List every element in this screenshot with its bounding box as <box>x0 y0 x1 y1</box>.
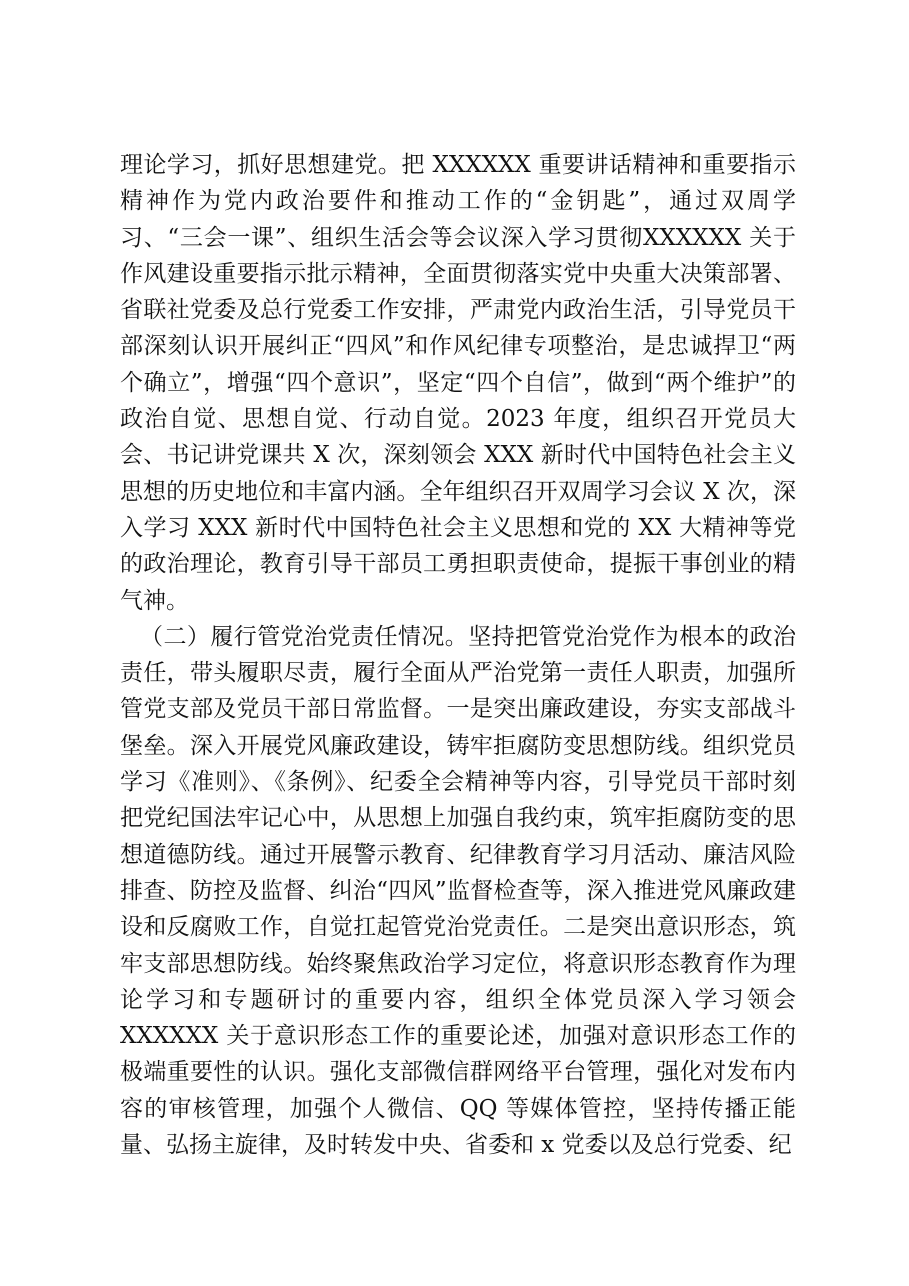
paragraph-party-governance: （二）履行管党治党责任情况。坚持把管党治党作为根本的政治责任，带头履职尽责，履行全面从严治党第一责任人职责，加强所管党支部及党员干部日常监督。一是突出廉政建设，夯实支部战斗堡垒。深入开展党风廉政建设，铸牢拒腐防变思想防线。组织党员学习《准则》、《条例》、纪委全会精神等内容，引导党员干部时刻把党纪国法牢记心中，从思想上加强自我约束，筑牢拒腐防变的思想道德防线。通过开展警示教育、纪律教育学习月活动、廉洁风险排查、防控及监督、纠治“四风”监督检查等，深入推进党风廉政建设和反腐败工作，自觉扛起管党治党责任。二是突出意识形态，筑牢支部思想防线。始终聚焦政治学习定位，将意识形态教育作为理论学习和专题研讨的重要内容，组织全体党员深入学习领会 XXXXXX 关于意识形态工作的重要论述，加强对意识形态工作的极端重要性的认识。强化支部微信群网络平台管理，强化对发布内容的审核管理，加强个人微信、QQ 等媒体管控，坚持传播正能量、弘扬主旋律，及时转发中央、省委和 x 党委以及总行党委、纪 <box>120 623 796 1159</box>
document-body <box>120 147 796 1163</box>
paragraph-theory-study: 理论学习，抓好思想建党。把 XXXXXX 重要讲话精神和重要指示精神作为党内政治要件和推动工作的“金钥匙”，通过双周学习、“三会一课”、组织生活会等会议深入学习贯彻XXXXXX 关于作风建设重要指示批示精神，全面贯彻落实党中央重大决策部署、省联社党委及总行党委工作安排，严肃党内政治生活，引导党员干部深刻认识开展纠正“四风”和作风纪律专项整治，是忠诚捍卫“两个确立”，增强“四个意识”，坚定“四个自信”，做到“两个维护”的政治自觉、思想自觉、行动自觉。2023 年度，组织召开党员大会、书记讲党课共 X 次，深刻领会 XXX 新时代中国特色社会主义思想的历史地位和丰富内涵。全年组织召开双周学习会议 X 次，深入学习 XXX 新时代中国特色社会主义思想和党的 XX 大精神等党的政治理论，教育引导干部员工勇担职责使命，提振干事创业的精气神。 <box>120 152 796 614</box>
